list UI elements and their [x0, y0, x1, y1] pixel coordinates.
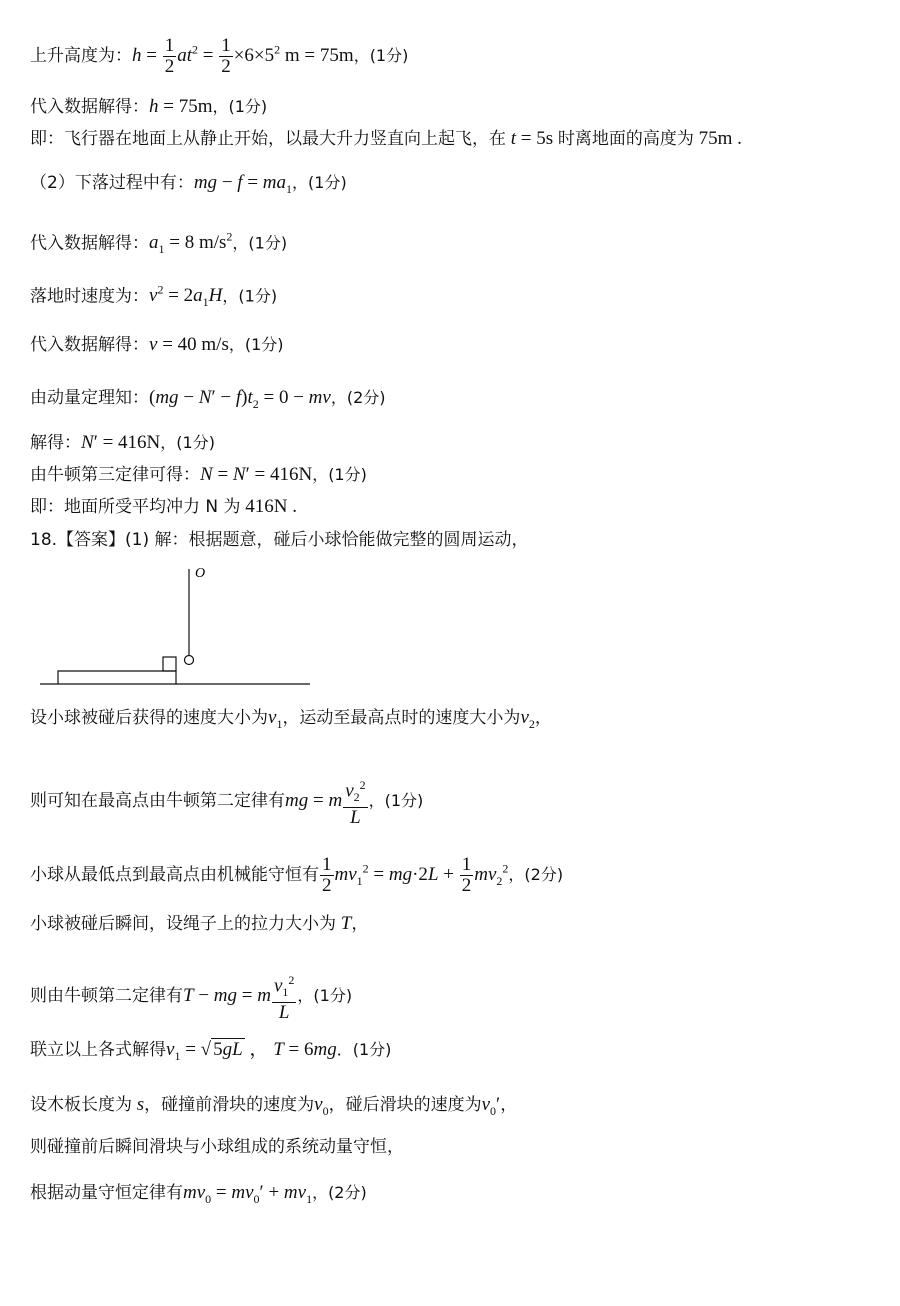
board-setup: 设木板长度为 s，碰撞前滑块的速度为$v_0$，碰后滑块的速度为$v_0'$， [30, 1094, 518, 1118]
slider-block [163, 657, 176, 671]
eq-tension: 则由牛顿第二定律有T − mg = m $\frac{v_1^2}{L}$ ，(1分) [30, 970, 352, 1023]
eq-impulse: 由动量定理知：$(mg - N' - f)t_2 = 0$ − mv，(2分) [30, 387, 386, 411]
eq-newton-third: 由牛顿第三定律可得：N = N′ = 416N，(1分) [30, 464, 367, 485]
pivot-label: O [195, 566, 206, 581]
eq-v: 代入数据解得：v = 40 m/s，(1分) [30, 334, 284, 355]
eq-top-point: 则可知在最高点由牛顿第二定律有mg = m $\frac{v_2^2}{L}$ ，(1分) [30, 775, 423, 828]
conclusion-2: 即：地面所受平均冲力 N 为 416N . [30, 496, 298, 517]
eq-landing-speed: 落地时速度为：$v^2 = 2a_1H$，(1分) [30, 283, 278, 310]
eq-solution: 联立以上各式解得$v_1$ = √ 5gL ， T = 6mg．(1分) [30, 1039, 392, 1063]
eq-fall: （2）下落过程中有：mg − $f = ma_1$，(1分) [30, 172, 347, 196]
board [58, 671, 176, 684]
eq-h-result: 代入数据解得：h = 75m，(1分) [30, 96, 268, 117]
pendulum-diagram [40, 565, 320, 690]
conclusion-1: 即：飞行器在地面上从静止开始，以最大升力竖直向上起飞，在 t = 5s 时离地面的高度为 75m . [30, 128, 742, 149]
ball [185, 656, 194, 665]
eq-momentum: 根据动量守恒定律有$mv_0 = mv_0' + mv_1$，(2分) [30, 1182, 367, 1206]
question-18-header: 18.【答案】(1) 解：根据题意，碰后小球恰能做完整的圆周运动， [30, 530, 529, 550]
eq-n-prime: 解得：N′ = 416N，(1分) [30, 432, 215, 453]
setup-velocities: 设小球被碰后获得的速度大小为$v_1$，运动至最高点时的速度大小为$v_2$， [30, 707, 552, 731]
eq-energy: 小球从最低点到最高点由机械能守恒有 $\frac{1}{2}$ $mv_1^2 = mg\cdot 2L$ + $\frac{1}{2}$ $mv_2^2$，(2分) [30, 854, 564, 896]
eq-rise-height: 上升高度为：h = $\frac{1}{2}$ $at^2$ = $\frac{1}{2}$ $\times 6\times 5^2$ m = 75m，(1分) [30, 35, 409, 77]
momentum-statement: 则碰撞前后瞬间滑块与小球组成的系统动量守恒， [30, 1137, 404, 1157]
eq-a1: 代入数据解得：$a_1 = 8$ $m/s^2$，(1分) [30, 230, 288, 257]
tension-setup: 小球被碰后瞬间，设绳子上的拉力大小为 T， [30, 913, 369, 934]
